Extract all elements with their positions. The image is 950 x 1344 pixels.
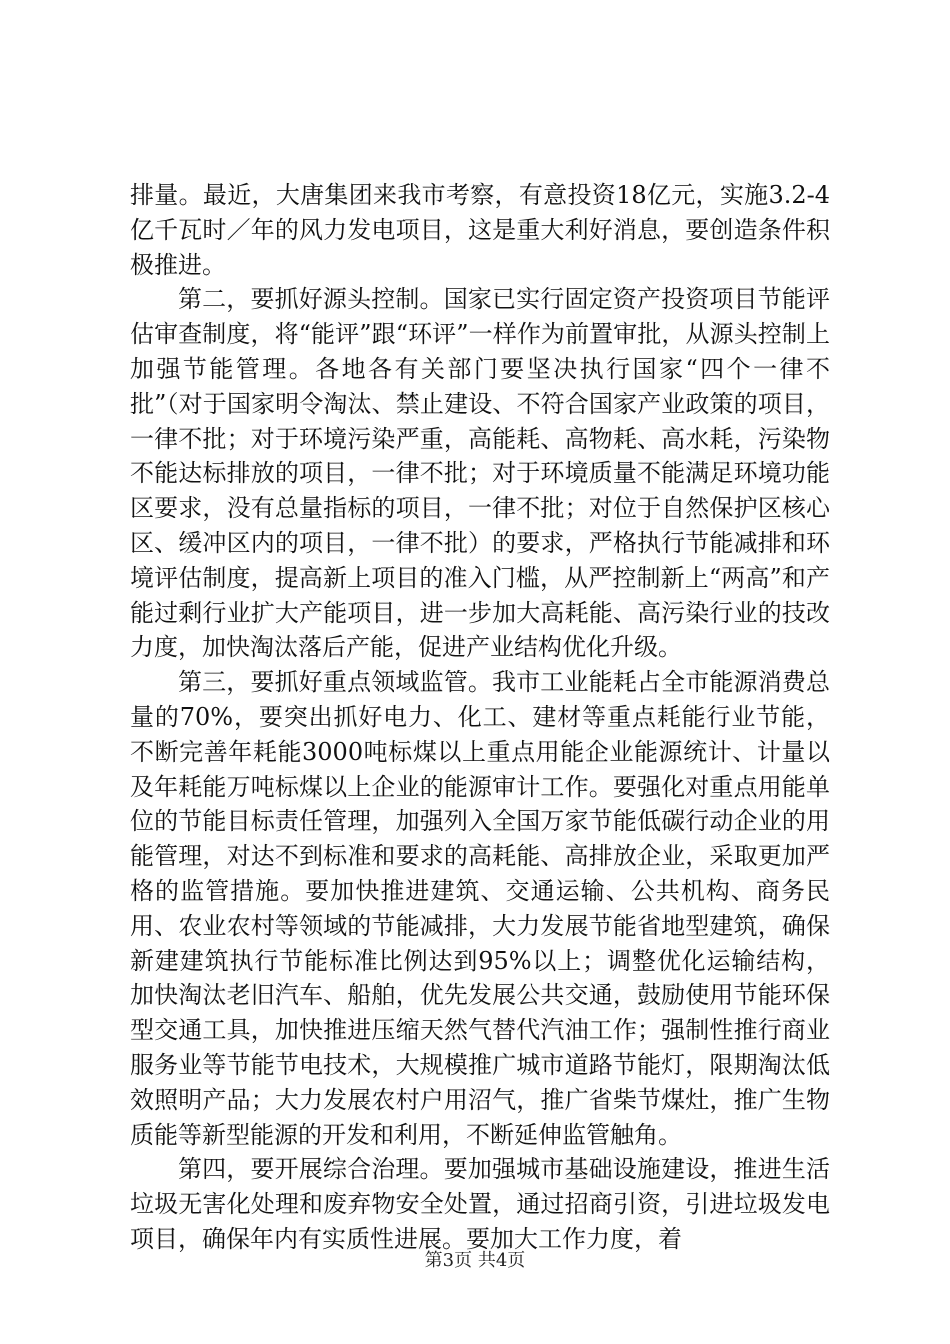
page-number-footer: 第3页 共4页 [424,1250,526,1271]
paragraph-continued: 排量。最近，大唐集团来我市考察，有意投资18亿元，实施3.2-4亿千瓦时／年的风力发电项目，这是重大利好消息，要创造条件积极推进。 [130,181,830,279]
paragraph-comprehensive-treatment: 第四，要开展综合治理。要加强城市基础设施建设，推进生活垃圾无害化处理和废弃物安全处置，通过招商引资，引进垃圾发电项目，确保年内有实质性进展。要加大工作力度，着 [130,1155,830,1253]
paragraph-key-sectors-supervision: 第三，要抓好重点领域监管。我市工业能耗占全市能源消费总量的70%，要突出抓好电力、化工、建材等重点耗能行业节能，不断完善年耗能3000吨标煤以上重点用能企业能源统计、计量以及年耗能万吨标煤以上企业的能源审计工作。要强化对重点用能单位的节能目标责任管理，加强列入全国万家节能低碳行动企业的用能管理，对达不到标准和要求的高耗能、高排放企业，采取更加严格的监管措施。要加快推进建筑、交通运输、公共机构、商务民用、农业农村等领域的节能减排，大力发展节能省地型建筑，确保新建建筑执行节能标准比例达到95%以上；调整优化运输结构，加快淘汰老旧汽车、船舶，优先发展公共交通，鼓励使用节能环保型交通工具，加快推进压缩天然气替代汽油工作；强制性推行商业服务业等节能节电技术，大规模推广城市道路节能灯，限期淘汰低效照明产品；大力发展农村户用沼气，推广省柴节煤灶，推广生物质能等新型能源的开发和利用，不断延伸监管触角。 [130,668,830,1149]
paragraph-source-control: 第二，要抓好源头控制。国家已实行固定资产投资项目节能评估审查制度，将“能评”跟“环评”一样作为前置审批，从源头控制上加强节能管理。各地各有关部门要坚决执行国家“四个一律不批”（对于国家明令淘汰、禁止建设、不符合国家产业政策的项目，一律不批；对于环境污染严重，高能耗、高物耗、高水耗，污染物不能达标排放的项目，一律不批；对于环境质量不能满足环境功能区要求，没有总量指标的项目，一律不批；对位于自然保护区核心区、缓冲区内的项目，一律不批）的要求，严格执行节能减排和环境评估制度，提高新上项目的准入门槛，从严控制新上“两高”和产能过剩行业扩大产能项目，进一步加大高耗能、高污染行业的技改力度，加快淘汰落后产能，促进产业结构优化升级。 [130,285,830,662]
document-body [130,178,830,1257]
